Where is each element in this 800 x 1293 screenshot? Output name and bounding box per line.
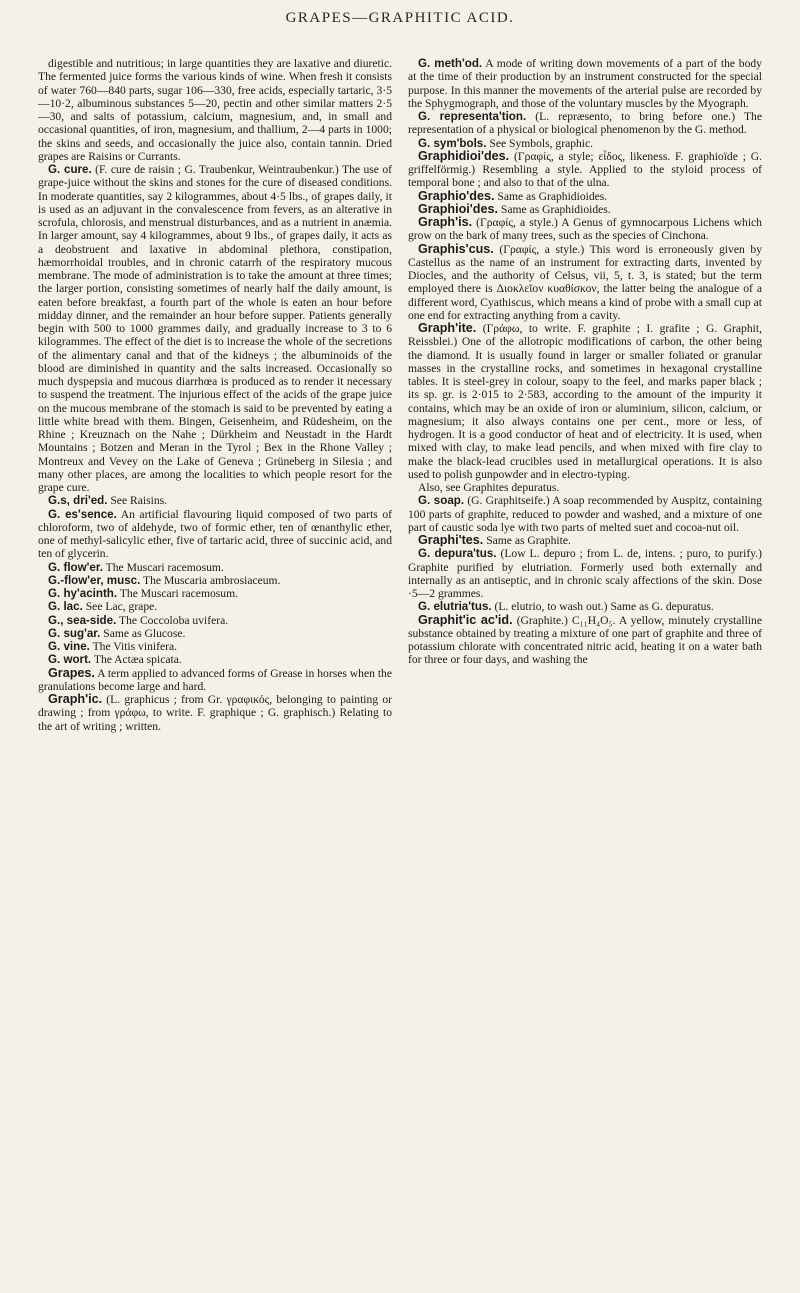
entry-graphic: [38, 693, 392, 733]
definition: Same as Graphite.: [486, 534, 571, 547]
entry-graphiodes: [408, 190, 762, 203]
definition: (G. Graphitseife.) A soap recommended by Auspitz, containing 100 parts of graphite, reduced to powder and washed, and a mixture of one part of caustic soda lye with two parts of melted suet and cocoa-nut oil.: [408, 494, 762, 534]
headword: G. soap.: [418, 494, 465, 508]
headword: G. sug'ar.: [48, 626, 101, 640]
headword: Graphioi'des.: [418, 201, 498, 216]
definition: The Muscaria ambrosiaceum.: [143, 573, 281, 587]
entry-graphis: [408, 216, 762, 243]
headword: Graphidioi'des.: [418, 148, 510, 163]
entry-graphite-soap: [408, 494, 762, 534]
entry-graphites-elutriatus: [408, 600, 762, 613]
headword: G. meth'od.: [418, 57, 483, 70]
headword: G. elutria'tus.: [418, 600, 492, 614]
definition: See Raisins.: [110, 494, 168, 508]
headword: G. representa'tion.: [418, 110, 527, 123]
entry-grape-vine: [38, 640, 392, 653]
definition: A mode of writing down movements of a part of the body at the time of their production by an instrument constructed for the special purpose. In this manner the movements of the arterial pulse are recorded by the Sphygmograph, and those of the voluntary muscles by the Myograph.: [408, 57, 762, 110]
headword: G. wort.: [48, 653, 92, 667]
entry-graphite: [408, 322, 762, 481]
entry-grape-sugar: [38, 627, 392, 640]
headword: G. lac.: [48, 600, 83, 614]
definition: (Γραφίς, a style.) This word is erroneously given by Castellus as the name of an instrument for extracting darts, invented by Diocles, and the authority of Celsus, vii, 5, t. 3, is stated; but the term employed there is Διοκλεῖον κυαθίσκον, the latter being the analogue of a different word, Cyathiscus, which means a kind of probe with a small cup at one end for extracting anything from a cavity.: [408, 242, 762, 322]
headword: G.s, dri'ed.: [48, 494, 108, 508]
entry-graphites-depuratus: [408, 547, 762, 600]
definition: Same as Graphidioides.: [500, 202, 611, 216]
entry-grape-flower-musc: [38, 574, 392, 587]
definition: (Graphite.) C₁₁H₄O₅. A yellow, minutely crystalline substance obtained by treating a mixture of one part of graphite and three of potassium chlorate with concentrated nitric acid, heating it on a water bath for three or four days, and washing the: [408, 613, 762, 667]
entry-graphic-representation: [408, 110, 762, 137]
entry-grape-hyacinth: [38, 587, 392, 600]
definition: (Low L. depuro ; from L. de, intens. ; puro, to purify.) Graphite purified by elutriation. Formerly used both externally and internally as an antiseptic, and in chronic scaly affections of the skin. Dose ·5—2 grammes.: [408, 547, 763, 600]
definition: The Muscari racemosum.: [105, 560, 224, 574]
entry-graphite-also: Also, see Graphites depuratus.: [418, 481, 560, 494]
headword: G. es'sence.: [48, 507, 117, 521]
headword: Graph'ite.: [418, 321, 477, 335]
entry-grapes-horse: [38, 667, 392, 694]
entry-grapes-dried: [38, 494, 392, 507]
headword: G. cure.: [48, 163, 92, 176]
headword: Grapes.: [48, 665, 95, 680]
definition: (F. cure de raisin ; G. Traubenkur, Weintraubenkur.) The use of grape-juice without the skins and stones for the cure of diseased conditions. In moderate quantities, say 2 kilogrammes, about 4·5 lbs., of grapes daily, it is used as an adjuvant in the convalescence from fevers, as an alterative in scrofula, chlorosis, and menstrual disturbances, and as a nutrient in anæmia. In larger amount, say 4 kilogrammes, about 9 lbs., of grapes daily, it acts as a deobstruent and laxative in abdominal plethora, constipation, hæmorrhoidal troubles, and in chronic catarrh of the respiratory mucous membrane. The mode of administration is to take the amount at three times; the larger portion, consisting sometimes of nearly half the daily amount, is eaten before breakfast, a fourth part of the whole is eaten an hour before midday dinner, and the remainder an hour before supper. Patients generally begin with 500 to 1000 grammes daily, and gradually increase to 3 to 6 kilogrammes. The effect of the diet is to increase the whole of the secretions of the alimentary canal and that of the kidneys ; the albuminoids of the blood are diminished in quantity and the salts increased. Occasionally so much dyspepsia and mucous diarrhœa is produced as to render it necessary to suspend the treatment. The injurious effect of the acids of the grape juice on the mucous membrane of the stomach is said to be prevented by eating a little white bread with them. Bingen, Geisenheim, and Rüdesheim, on the Rhine ; Kreuznach on the Nahe ; Dürkheim and Neustadt in the Hardt Mountains ; Botzen and Meran in the Tyrol ; Bex in the Rhone Valley ; Montreux and Vevey on the Lake of Geneva ; Grüneberg in Silesia ; and many other places, are among the localities to which people resort for the grape cure.: [38, 163, 392, 494]
definition: (Γράφω, to write. F. graphite ; I. grafite ; G. Graphit, Reissblei.) One of the allotropic modifications of carbon, the other being the diamond. It is usually found in larger or smaller foliated or granular masses in the crystalline rocks, and sometimes in hexagonal crystalline tables. It is steel-grey in colour, soapy to the feel, and marks paper black ; its sp. gr. is 2·015 to 2·583, according to the amount of the impurity it contains, which may be an oxide of iron or aluminium, silicon, calcium, or magnesium; it also always contains one per cent., more or less, of hydrogen. It is a good conductor of heat and of electricity. It is used, when mixed with clay, to make lead pencils, and when mixed with fire clay to make the black-lead crucibles used in metallurgical operations. It is also used to polish gunpowder and in electro-typing.: [408, 322, 762, 481]
entry-grape-seaside: [38, 614, 392, 627]
headword: Graphi'tes.: [418, 533, 484, 547]
definition: A term applied to advanced forms of Grease in horses when the granulations become large and hard.: [38, 666, 392, 693]
headword: G. hy'acinth.: [48, 587, 118, 600]
headword: G.-flow'er, musc.: [48, 573, 141, 587]
entry-grapes-continued: digestible and nutritious; in large quantities they are laxative and diuretic. The fermented juice forms the various kinds of wine. When fresh it consists of water 760—840 parts, sugar 106—330, free acids, especially tartaric, 3·5—10·2, albuminous substances 5—20, pectin and other similar matters 2·5—30, and salts of potassium, calcium, magnesium, and, in small and occasional quantities, of iron, magnesium, and thallium, 2—4 parts in 1000; the skins and seeds, and occasionally the juice also, contain tannin. Dried grapes are Raisins or Currants.: [38, 57, 392, 163]
entry-grape-lac: [38, 600, 392, 613]
headword: G. sym'bols.: [418, 136, 487, 150]
definition: The Muscari racemosum.: [119, 587, 238, 600]
definition: Same as Glucose.: [103, 626, 186, 640]
entry-grape-cure: [38, 163, 392, 494]
definition: Same as Graphidioides.: [497, 189, 608, 203]
definition: See Lac, grape.: [85, 600, 158, 614]
headword: Graph'is.: [418, 215, 473, 229]
definition: (L. elutrio, to wash out.) Same as G. depuratus.: [494, 600, 714, 614]
entry-graphiscus: [408, 243, 762, 323]
headword: Graphis'cus.: [418, 241, 494, 256]
headword: G. vine.: [48, 640, 90, 653]
headword: Graphit'ic ac'id.: [418, 612, 513, 627]
definition: The Actæa spicata.: [93, 653, 182, 667]
definition: See Symbols, graphic.: [489, 136, 594, 150]
entry-graphic-method: [408, 57, 762, 110]
definition: The Coccoloba uvifera.: [119, 613, 229, 627]
entry-grape-flower: [38, 561, 392, 574]
running-head: GRAPES—GRAPHITIC ACID.: [285, 10, 515, 26]
right-column: [408, 57, 762, 667]
entry-grape-essence: [38, 508, 392, 561]
left-column: [38, 57, 392, 733]
definition: (Γραφίς, a style; εἶδος, likeness. F. graphioïde ; G. griffelförmig.) Resembling a style. Applied to the styloid process of temporal bone ; and also to that of the ulna.: [408, 149, 762, 190]
headword: G. depura'tus.: [418, 547, 497, 561]
definition: (Γραφίς, a style.) A Genus of gymnocarpous Lichens which grow on the bark of many trees, such as the species of Cinchona.: [408, 216, 762, 243]
entry-grape-wort: [38, 653, 392, 666]
entry-graphitic-acid: [408, 614, 762, 667]
definition: An artificial flavouring liquid composed of two parts of chloroform, two of aldehyde, two of formic ether, ten of œnanthylic ether, one of methyl-salicylic ether, five of tartaric acid, three of succinic acid, and ten of glycerin.: [38, 507, 392, 561]
entry-graphites: [408, 534, 762, 547]
headword: Graphio'des.: [418, 188, 495, 203]
headword: G. flow'er.: [48, 560, 103, 574]
headword: Graph'ic.: [48, 692, 103, 706]
definition: The Vitis vinifera.: [92, 640, 178, 653]
headword: G., sea-side.: [48, 613, 117, 627]
entry-graphidioides: [408, 150, 762, 190]
entry-graphic-symbols: [408, 137, 762, 150]
definition: (L. repræsento, to bring before one.) The representation of a physical or biological phenomenon by the G. method.: [408, 110, 762, 137]
definition: (L. graphicus ; from Gr. γραφικός, belonging to painting or drawing ; from γράφω, to write. F. graphique ; G. graphisch.) Relating to the art of writing ; written.: [38, 693, 392, 733]
entry-graphioides: [408, 203, 762, 216]
